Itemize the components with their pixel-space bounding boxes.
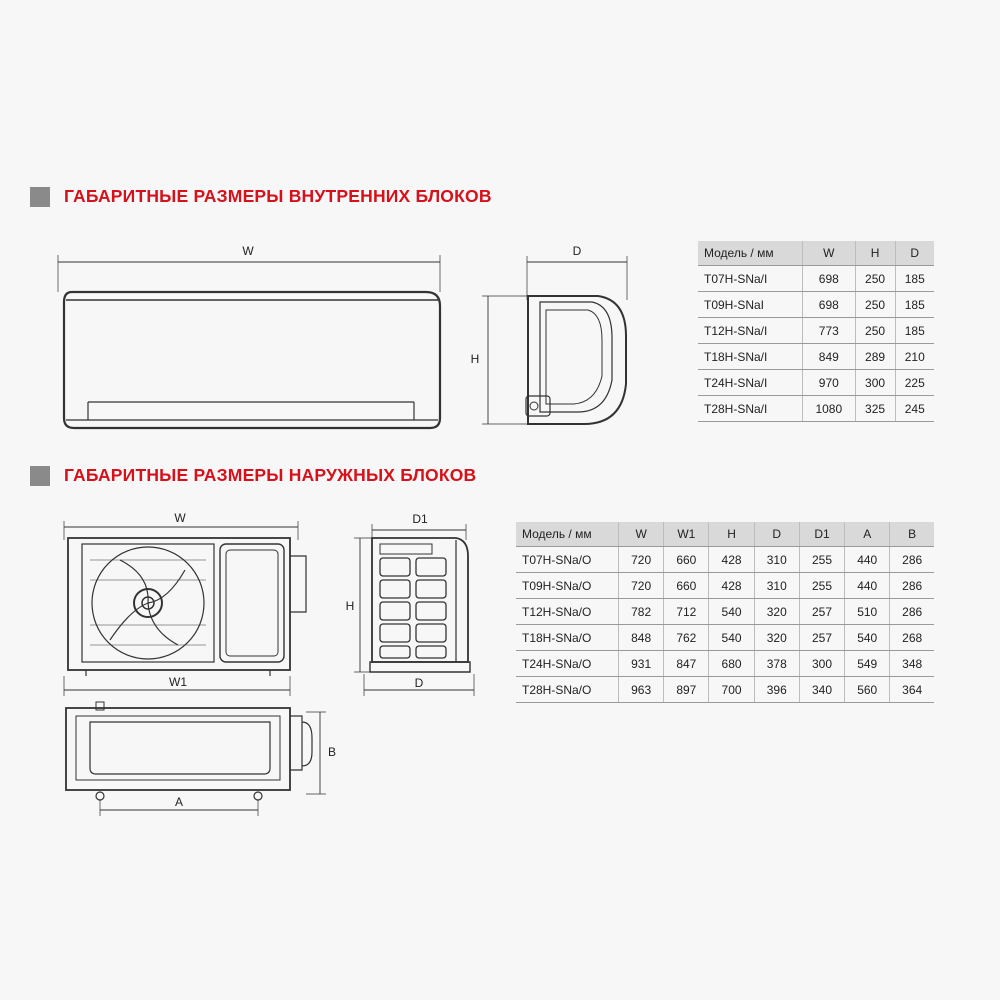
outdoor-spec-table	[516, 522, 934, 703]
table-cell: 540	[845, 625, 890, 651]
table-cell: 348	[890, 651, 934, 677]
column-header: Модель / мм	[516, 522, 619, 547]
table-row	[698, 266, 934, 292]
table-cell: 970	[803, 370, 856, 396]
table-cell: 310	[754, 547, 799, 573]
outdoor-label-b: B	[327, 745, 337, 759]
table-row	[516, 573, 934, 599]
column-header: A	[845, 522, 890, 547]
table-cell: 250	[855, 318, 895, 344]
table-cell: 225	[895, 370, 934, 396]
indoor-front-view	[58, 255, 440, 428]
table-cell: 700	[709, 677, 754, 703]
indoor-spec-table	[698, 241, 934, 422]
column-header: H	[855, 241, 895, 266]
table-cell: 428	[709, 573, 754, 599]
table-cell: T24H-SNa/O	[516, 651, 619, 677]
indoor-label-w: W	[242, 244, 254, 258]
outdoor-label-d1: D1	[412, 512, 428, 526]
table-cell: T07H-SNa/I	[698, 266, 803, 292]
column-header: Модель / мм	[698, 241, 803, 266]
table-cell: 255	[799, 573, 844, 599]
table-cell: 255	[799, 547, 844, 573]
table-row	[516, 677, 934, 703]
table-row	[516, 625, 934, 651]
table-cell: 762	[664, 625, 709, 651]
table-cell: T28H-SNa/I	[698, 396, 803, 422]
table-header-row	[516, 522, 934, 547]
table-cell: 185	[895, 318, 934, 344]
outdoor-front-view	[64, 521, 306, 696]
table-cell: 257	[799, 625, 844, 651]
table-cell: T18H-SNa/O	[516, 625, 619, 651]
table-cell: 320	[754, 625, 799, 651]
table-cell: 289	[855, 344, 895, 370]
table-cell: 720	[619, 547, 664, 573]
table-cell: 897	[664, 677, 709, 703]
table-cell: 931	[619, 651, 664, 677]
table-cell: 340	[799, 677, 844, 703]
indoor-section-title: ГАБАРИТНЫЕ РАЗМЕРЫ ВНУТРЕННИХ БЛОКОВ	[30, 186, 492, 207]
column-header: D	[895, 241, 934, 266]
outdoor-side-view	[354, 524, 474, 696]
table-cell: T12H-SNa/O	[516, 599, 619, 625]
table-cell: 286	[890, 573, 934, 599]
table-cell: 286	[890, 599, 934, 625]
outdoor-label-d: D	[414, 676, 424, 690]
table-cell: 210	[895, 344, 934, 370]
table-cell: 364	[890, 677, 934, 703]
table-cell: 848	[619, 625, 664, 651]
table-cell: T24H-SNa/I	[698, 370, 803, 396]
column-header: B	[890, 522, 934, 547]
table-row	[516, 599, 934, 625]
table-cell: T28H-SNa/O	[516, 677, 619, 703]
outdoor-label-h: H	[345, 599, 355, 613]
column-header: W1	[664, 522, 709, 547]
table-cell: 396	[754, 677, 799, 703]
outdoor-section-title: ГАБАРИТНЫЕ РАЗМЕРЫ НАРУЖНЫХ БЛОКОВ	[30, 465, 476, 486]
table-cell: 549	[845, 651, 890, 677]
table-row	[698, 370, 934, 396]
outdoor-label-w: W	[174, 511, 186, 525]
table-cell: 428	[709, 547, 754, 573]
column-header: H	[709, 522, 754, 547]
table-cell: 963	[619, 677, 664, 703]
table-cell: 847	[664, 651, 709, 677]
indoor-label-h: H	[470, 352, 480, 366]
table-cell: 849	[803, 344, 856, 370]
table-cell: 540	[709, 599, 754, 625]
table-cell: 1080	[803, 396, 856, 422]
outdoor-label-w1: W1	[169, 675, 187, 689]
table-cell: T18H-SNa/I	[698, 344, 803, 370]
outdoor-top-view	[66, 702, 326, 816]
table-cell: 250	[855, 292, 895, 318]
indoor-label-d: D	[572, 244, 582, 258]
table-cell: 250	[855, 266, 895, 292]
outdoor-label-a: A	[174, 795, 184, 809]
table-cell: 286	[890, 547, 934, 573]
table-row	[698, 318, 934, 344]
table-row	[698, 396, 934, 422]
table-cell: T09H-SNa/O	[516, 573, 619, 599]
column-header: W	[803, 241, 856, 266]
table-cell: 440	[845, 547, 890, 573]
table-cell: 257	[799, 599, 844, 625]
table-cell: 680	[709, 651, 754, 677]
table-cell: 268	[890, 625, 934, 651]
table-cell: 310	[754, 573, 799, 599]
table-cell: 185	[895, 266, 934, 292]
table-cell: 660	[664, 547, 709, 573]
table-cell: 540	[709, 625, 754, 651]
table-cell: 245	[895, 396, 934, 422]
table-cell: 560	[845, 677, 890, 703]
table-cell: T07H-SNa/O	[516, 547, 619, 573]
table-row	[516, 547, 934, 573]
table-cell: 510	[845, 599, 890, 625]
table-row	[516, 651, 934, 677]
table-cell: 325	[855, 396, 895, 422]
column-header: W	[619, 522, 664, 547]
table-header-row	[698, 241, 934, 266]
indoor-side-view	[482, 256, 627, 424]
table-cell: 698	[803, 266, 856, 292]
table-row	[698, 344, 934, 370]
table-cell: 185	[895, 292, 934, 318]
column-header: D1	[799, 522, 844, 547]
table-cell: 300	[799, 651, 844, 677]
table-cell: 440	[845, 573, 890, 599]
table-cell: 773	[803, 318, 856, 344]
table-cell: T12H-SNa/I	[698, 318, 803, 344]
table-cell: 712	[664, 599, 709, 625]
table-cell: 720	[619, 573, 664, 599]
table-cell: 320	[754, 599, 799, 625]
table-cell: 300	[855, 370, 895, 396]
table-cell: 378	[754, 651, 799, 677]
table-cell: 698	[803, 292, 856, 318]
table-row	[698, 292, 934, 318]
table-cell: 660	[664, 573, 709, 599]
table-cell: 782	[619, 599, 664, 625]
table-cell: T09H-SNaI	[698, 292, 803, 318]
column-header: D	[754, 522, 799, 547]
